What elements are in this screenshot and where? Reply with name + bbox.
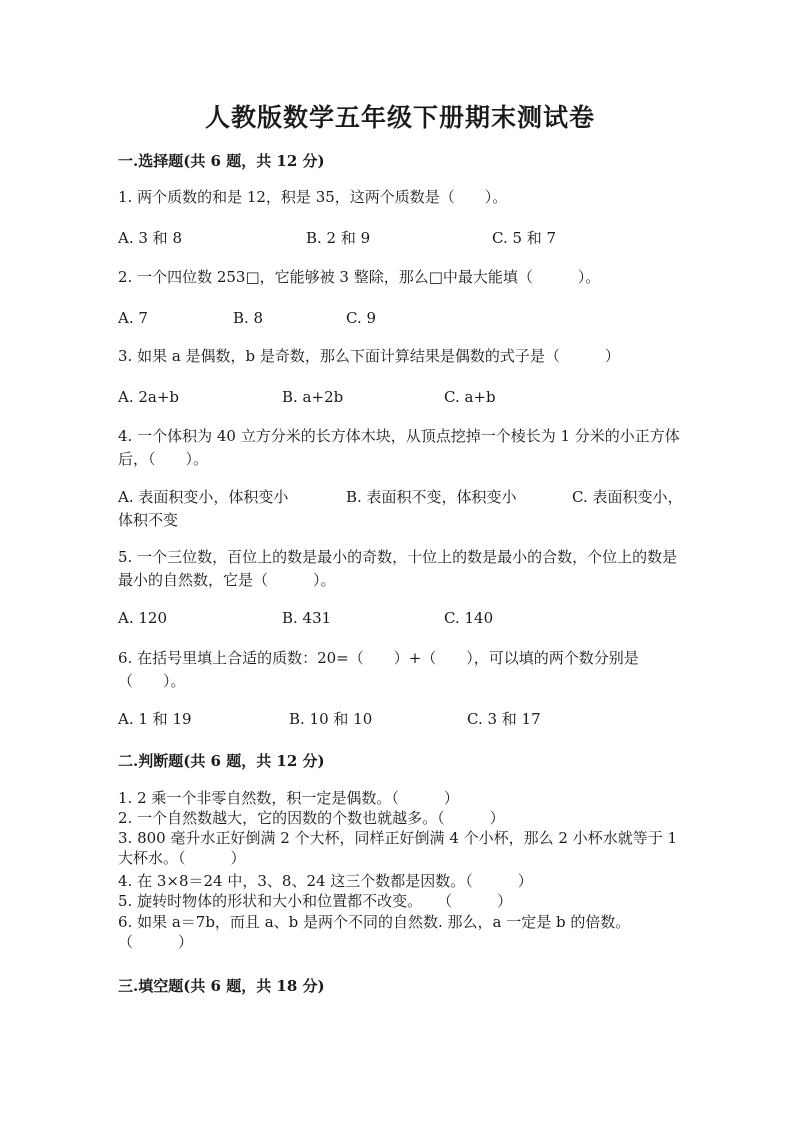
option-c: C. 140: [444, 609, 494, 627]
option-b: B. a+2b: [282, 388, 344, 406]
judgement-item: 4. 在 3×8＝24 中，3、8、24 这三个数都是因数。（ ）: [118, 872, 533, 890]
option-b: B. 8: [233, 309, 264, 327]
option-a: A. 表面积变小，体积变小: [118, 488, 289, 506]
option-a: A. 2a+b: [118, 388, 180, 406]
judgement-item: 2. 一个自然数越大，它的因数的个数也就越多。（ ）: [118, 809, 505, 827]
judgement-item: 5. 旋转时物体的形状和大小和位置都不改变。 （ ）: [118, 892, 513, 910]
option-c: C. 9: [346, 309, 377, 327]
judgement-item: 6. 如果 a＝7b，而且 a、b 是两个不同的自然数. 那么，a 一定是 b 的倍数。（ ）: [118, 913, 631, 951]
question-stem: 2. 一个四位数 253□，它能够被 3 整除，那么□中最大能填（ ）。: [118, 268, 601, 286]
option-b: B. 431: [282, 609, 332, 627]
option-a: A. 7: [118, 309, 148, 327]
judgement-item: 3. 800 毫升水正好倒满 2 个大杯，同样正好倒满 4 个小杯，那么 2 小杯水就等于 1 大杯水。（ ）: [118, 829, 678, 867]
option-b: B. 2 和 9: [306, 229, 371, 247]
question-stem: 4. 一个体积为 40 立方分米的长方体木块，从顶点挖掉一个棱长为 1 分米的小正方体后，（ ）。: [118, 427, 680, 468]
question-stem: 6. 在括号里填上合适的质数：20=（ ）+（ ），可以填的两个数分别是（ ）。: [118, 649, 639, 690]
page-title: 人教版数学五年级下册期末测试卷: [204, 103, 595, 132]
option-a: A. 1 和 19: [118, 710, 192, 728]
section-heading-choice: 一.选择题(共 6 题，共 12 分): [118, 152, 325, 170]
question-stem: 3. 如果 a 是偶数，b 是奇数，那么下面计算结果是偶数的式子是（ ）: [118, 347, 620, 365]
question-stem: 5. 一个三位数，百位上的数是最小的奇数，十位上的数是最小的合数，个位上的数是最小的自然数，它是（ ）。: [118, 548, 678, 589]
option-a: A. 120: [118, 609, 167, 627]
option-b: B. 表面积不变，体积变小: [346, 488, 517, 506]
option-c: C. 3 和 17: [467, 710, 541, 728]
section-heading-fill-blank: 三.填空题(共 6 题，共 18 分): [118, 977, 325, 995]
judgement-item: 1. 2 乘一个非零自然数，积一定是偶数。（ ）: [118, 789, 459, 807]
option-c: C. 5 和 7: [492, 229, 557, 247]
section-heading-judgement: 二.判断题(共 6 题，共 12 分): [118, 752, 325, 770]
option-c: C. 表面积变小，体积不变: [118, 488, 683, 529]
option-c: C. a+b: [444, 388, 496, 406]
option-a: A. 3 和 8: [118, 229, 182, 247]
question-stem: 1. 两个质数的和是 12，积是 35，这两个质数是（ ）。: [118, 188, 508, 206]
option-b: B. 10 和 10: [289, 710, 373, 728]
